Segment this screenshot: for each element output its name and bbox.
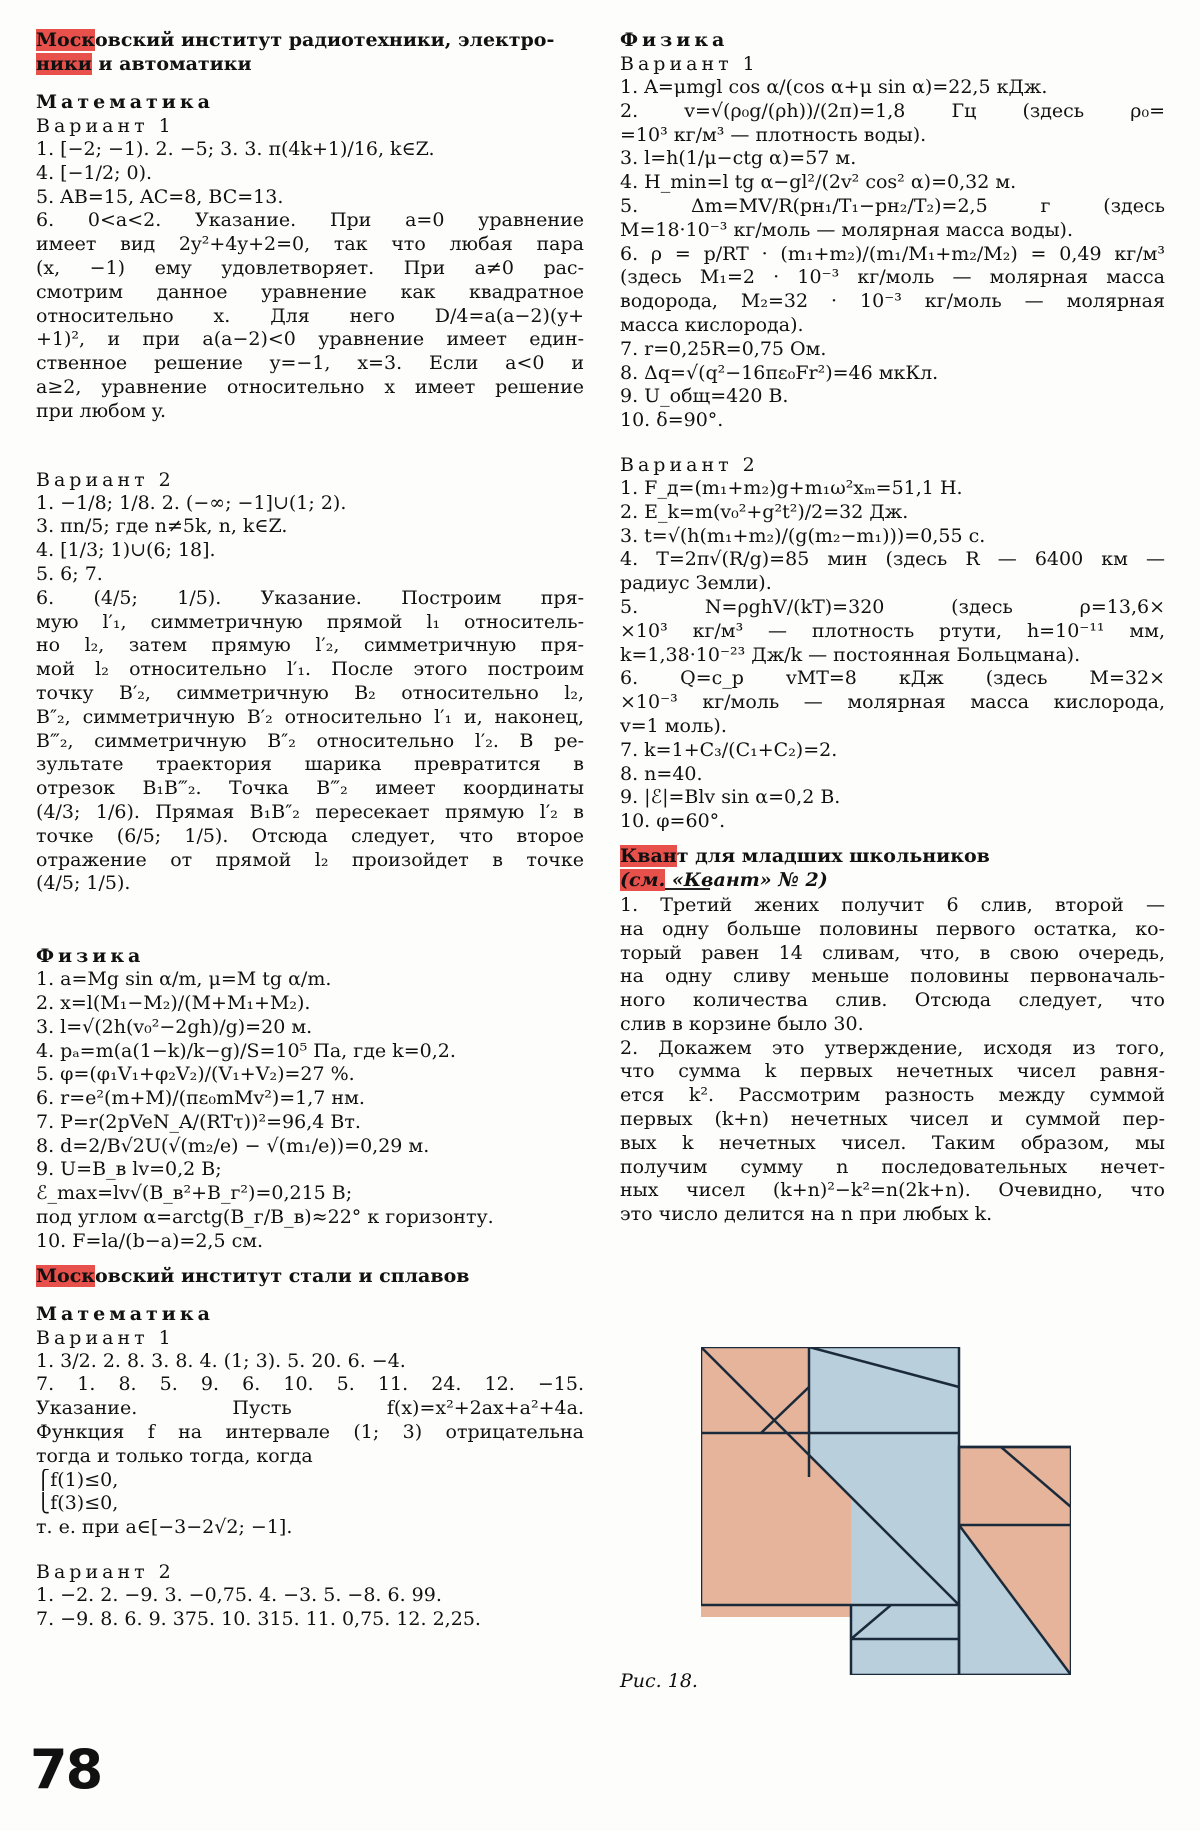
- phys-heading: Физика: [620, 29, 729, 51]
- text-line: 7. 1. 8. 5. 9. 6. 10. 5. 11. 24. 12. −15.: [36, 1373, 584, 1396]
- miret-math-v2-text: [36, 492, 584, 897]
- text-line: ственное решение y=−1, x=3. Если a<0 и: [36, 352, 584, 375]
- misis-math-heading: Математика: [36, 1302, 214, 1325]
- phys-v1-heading: Вариант 1: [620, 53, 759, 75]
- text-line: 8. Δq=√(q²−16πε₀Fr²)=46 мкКл.: [620, 361, 939, 384]
- text-line: отражение от прямой l₂ произойдет в точке: [36, 848, 584, 871]
- text-line: =10³ кг/м³ — плотность воды).: [620, 123, 927, 146]
- kvant-answers-text: [620, 894, 1165, 1227]
- text-line: 5. 6; 7.: [36, 562, 103, 585]
- miret-phys-heading: Физика: [36, 945, 145, 968]
- text-line: т. е. при a∈[−3−2√2; −1].: [36, 1516, 293, 1539]
- text-line: масса кислорода).: [620, 313, 804, 336]
- right-column: [620, 28, 1165, 1227]
- text-line: под углом α=arctg(B_г/B_в)≈22° к горизонту.: [36, 1206, 494, 1229]
- text-line: 3. l=h(1/μ−ctg α)=57 м.: [620, 147, 857, 170]
- text-line: 7. r=0,25R=0,75 Ом.: [620, 337, 827, 360]
- text-line: 7. P=r(2pVeN_A/(RTτ))²=96,4 Вт.: [36, 1110, 361, 1133]
- text-line: торый равен 14 сливам, что, в свою очередь,: [620, 941, 1165, 964]
- text-line: 8. d=2/B√2U(√(m₂/e) − √(m₁/e))=0,29 м.: [36, 1134, 430, 1157]
- text-line: 4. T=2π√(R/g)=85 мин (здесь R — 6400 км —: [620, 548, 1165, 571]
- text-line: 2. E_k=m(v₀²+g²t²)/2=32 Дж.: [620, 500, 909, 523]
- misis-v2-text: [36, 1584, 584, 1632]
- text-line: зультате траектория шарика превратится в: [36, 753, 584, 776]
- misis-v1-heading: Вариант 1: [36, 1326, 175, 1349]
- miret-title: Московский институт радиотехники, электро-: [36, 29, 555, 51]
- text-line: 4. pₐ=m(a(1−k)/k−g)/S=10⁵ Па, где k=0,2.: [36, 1039, 456, 1062]
- text-line: 5. AB=15, AC=8, BC=13.: [36, 185, 284, 208]
- text-line: Функция f на интервале (1; 3) отрицательна: [36, 1421, 584, 1444]
- text-line: 4. H_min=l tg α−gl²/(2v² cos² α)=0,32 м.: [620, 171, 1017, 194]
- text-line: 10. φ=60°.: [620, 810, 726, 833]
- text-line: 5. φ=(φ₁V₁+φ₂V₂)/(V₁+V₂)=27 %.: [36, 1063, 355, 1086]
- miret-math-v1-heading: Вариант 1: [36, 115, 175, 137]
- miret-math-v2-heading: Вариант 2: [36, 468, 175, 491]
- text-line: ных чисел (k+n)²−k²=n(2k+n). Очевидно, что: [620, 1179, 1165, 1202]
- text-line: 5. Δm=MV/R(pн₁/T₁−pн₂/T₂)=2,5 г (здесь: [620, 194, 1165, 217]
- text-line: ×10⁻³ кг/моль — молярная масса кислорода,: [620, 691, 1165, 714]
- text-line: 5. N=ρghV/(kT)=320 (здесь ρ=13,6×: [620, 595, 1165, 618]
- text-line: 1. [−2; −1). 2. −5; 3. 3. π(4k+1)/16, k∈Z.: [36, 138, 435, 160]
- text-line: 6. 0<a<2. Указание. При a=0 уравнение: [36, 209, 584, 232]
- text-line: 3. t=√(h(m₁+m₂)/(g(m₂−m₁)))=0,55 с.: [620, 524, 986, 547]
- text-line: что сумма k первых нечетных чисел равня-: [620, 1060, 1165, 1083]
- title-highlight: ники: [36, 53, 92, 75]
- text-line: это число делится на n при любых k.: [620, 1203, 993, 1226]
- text-line: но l₂, затем прямую l′₂, симметричную пря-: [36, 634, 584, 657]
- text-line: имеет вид 2y²+4y+2=0, так что любая пара: [36, 233, 584, 256]
- text-line: +1)², и при a(a−2)<0 уравнение имеет един-: [36, 328, 584, 351]
- title-highlight: Кван: [620, 844, 677, 867]
- figure-18-tangram: [701, 1347, 1071, 1675]
- text-line: 1. −2. 2. −9. 3. −0,75. 4. −3. 5. −8. 6. 99.: [36, 1584, 442, 1607]
- figure-caption: Рис. 18.: [620, 1670, 698, 1692]
- text-line: мую l′₁, симметричную прямой l₁ относитель-: [36, 610, 584, 633]
- title-highlight: (см.: [620, 868, 666, 891]
- misis-v2-heading: Вариант 2: [36, 1561, 175, 1584]
- text-line: 6. ρ = p/RT · (m₁+m₂)/(m₁/M₁+m₂/M₂) = 0,49 кг/м³: [620, 242, 1165, 265]
- misis-title: Московский институт стали и сплавов: [36, 1264, 470, 1287]
- miret-math-heading: Математика: [36, 91, 214, 113]
- text-line: 1. A=μmgl cos α/(cos α+μ sin α)=22,5 кДж.: [620, 76, 1048, 98]
- text-line: 2. x=l(M₁−M₂)/(M+M₁+M₂).: [36, 991, 311, 1014]
- text-line: ×10³ кг/м³ — плотность ртути, h=10⁻¹¹ мм,: [620, 619, 1165, 642]
- phys-v2-text: [620, 477, 1165, 834]
- text-line: 1. −1/8; 1/8. 2. (−∞; −1]∪(1; 2).: [36, 491, 347, 514]
- text-line: 6. (4/5; 1/5). Указание. Построим пря-: [36, 586, 584, 609]
- text-line: мой l₂ относительно l′₁. После этого построим: [36, 658, 584, 681]
- text-line: относительно x. Для него D/4=a(a−2)(y+: [36, 304, 584, 327]
- text-line: 10. F=la/(b−a)=2,5 см.: [36, 1229, 264, 1252]
- text-line: 2. Докажем это утверждение, исходя из того,: [620, 1036, 1165, 1059]
- text-line: 4. [−1/2; 0).: [36, 161, 153, 184]
- text-line: (4/3; 1/6). Прямая B₁B″₂ пересекает прямую l′₂ в: [36, 800, 584, 823]
- kvant-subtitle: (см. «Квант» № 2): [620, 868, 828, 891]
- title-highlight: Моск: [36, 29, 95, 51]
- miret-title-line2: ники и автоматики: [36, 53, 252, 75]
- text-line: 3. l=√(2h(v₀²−2gh)/g)=20 м.: [36, 1015, 313, 1038]
- text-line: тогда и только тогда, когда: [36, 1444, 313, 1467]
- text-line: 6. Q=c_p vMT=8 кДж (здесь M=32×: [620, 667, 1165, 690]
- text-line: M=18·10⁻³ кг/моль — молярная масса воды).: [620, 218, 1074, 241]
- text-line: ного количества слив. Отсюда следует, что: [620, 989, 1165, 1012]
- text-line: 10. δ=90°.: [620, 409, 724, 432]
- text-line: 9. |ℰ|=Blv sin α=0,2 В.: [620, 786, 841, 809]
- text-line: a≥2, уравнение относительно x имеет решение: [36, 375, 584, 398]
- text-line: ется k². Рассмотрим разность между суммой: [620, 1084, 1165, 1107]
- text-line: радиус Земли).: [620, 572, 772, 595]
- text-line: 8. n=40.: [620, 762, 703, 785]
- phys-v1-text: [620, 76, 1165, 433]
- text-line: ⎩f(3)≤0,: [36, 1492, 119, 1515]
- text-line: (4/5; 1/5).: [36, 872, 131, 895]
- text-line: 1. 3/2. 2. 8. 3. 8. 4. (1; 3). 5. 20. 6. −4.: [36, 1349, 406, 1372]
- text-line: ℰ_max=lv√(B_в²+B_г²)=0,215 В;: [36, 1182, 353, 1205]
- left-column: [36, 28, 584, 1632]
- miret-math-v1-text: [36, 138, 584, 424]
- text-line: 2. v=√(ρ₀g/(ρh))/(2π)=1,8 Гц (здесь ρ₀=: [620, 99, 1165, 122]
- text-line: B″₂, симметричную B′₂ относительно l′₁ и, наконец,: [36, 705, 584, 728]
- text-line: (здесь M₁=2 · 10⁻³ кг/моль — молярная масса: [620, 266, 1165, 289]
- text-line: на одну сливу меньше половины первоначаль-: [620, 965, 1165, 988]
- text-line: 1. a=Mg sin α/m, μ=M tg α/m.: [36, 968, 332, 991]
- text-line: получим сумму n последовательных нечет-: [620, 1155, 1165, 1178]
- text-line: 6. r=e²(m+M)/(πε₀mMv²)=1,7 нм.: [36, 1087, 365, 1110]
- text-line: при любом y.: [36, 399, 167, 422]
- text-line: 7. −9. 8. 6. 9. 375. 10. 315. 11. 0,75. 12. 2,25.: [36, 1607, 481, 1630]
- text-line: вых k нечетных чисел. Таким образом, мы: [620, 1131, 1165, 1154]
- text-line: слив в корзине было 30.: [620, 1012, 864, 1035]
- text-line: 1. F_д=(m₁+m₂)g+m₁ω²xₘ=51,1 Н.: [620, 476, 963, 499]
- text-line: B‴₂, симметричную B″₂ относительно l′₂. В ре-: [36, 729, 584, 752]
- text-line: ⎧f(1)≤0,: [36, 1468, 119, 1491]
- text-line: 3. πn/5; где n≠5k, n, k∈Z.: [36, 515, 288, 538]
- text-line: смотрим данное уравнение как квадратное: [36, 280, 584, 303]
- phys-v2-heading: Вариант 2: [620, 453, 759, 476]
- text-line: 4. [1/3; 1)∪(6; 18].: [36, 539, 216, 562]
- text-line: водорода, M₂=32 · 10⁻³ кг/моль — молярная: [620, 290, 1165, 313]
- text-line: отрезок B₁B‴₂. Точка B‴₂ имеет координаты: [36, 777, 584, 800]
- text-line: точке (6/5; 1/5). Отсюда следует, что второе: [36, 824, 584, 847]
- title-highlight: Моск: [36, 1264, 95, 1287]
- page-number: 78: [30, 1738, 102, 1801]
- text-line: (x, −1) ему удовлетворяет. При a≠0 рас-: [36, 256, 584, 279]
- text-line: v=1 моль).: [620, 714, 727, 737]
- text-line: точку B′₂, симметричную B₂ относительно l₂,: [36, 681, 584, 704]
- kvant-title: Квант для младших школьников: [620, 844, 990, 867]
- fig-overlap-blue: [851, 1447, 959, 1605]
- text-line: 9. U=B_в lv=0,2 В;: [36, 1158, 222, 1181]
- misis-v1-text: [36, 1350, 584, 1540]
- text-line: первых (k+n) нечетных чисел и суммой пер-: [620, 1108, 1165, 1131]
- text-line: на одну больше половины первого остатка, ко-: [620, 917, 1165, 940]
- text-line: 9. U_общ=420 В.: [620, 385, 789, 408]
- fig-orange-bottom: [701, 1605, 851, 1617]
- text-line: 7. k=1+C₃/(C₁+C₂)=2.: [620, 738, 838, 761]
- text-line: 1. Третий жених получит 6 слив, второй —: [620, 893, 1165, 916]
- text-line: k=1,38·10⁻²³ Дж/k — постоянная Больцмана).: [620, 643, 1081, 666]
- text-line: Указание. Пусть f(x)=x²+2ax+a²+4a.: [36, 1397, 584, 1420]
- miret-phys-text: [36, 968, 584, 1254]
